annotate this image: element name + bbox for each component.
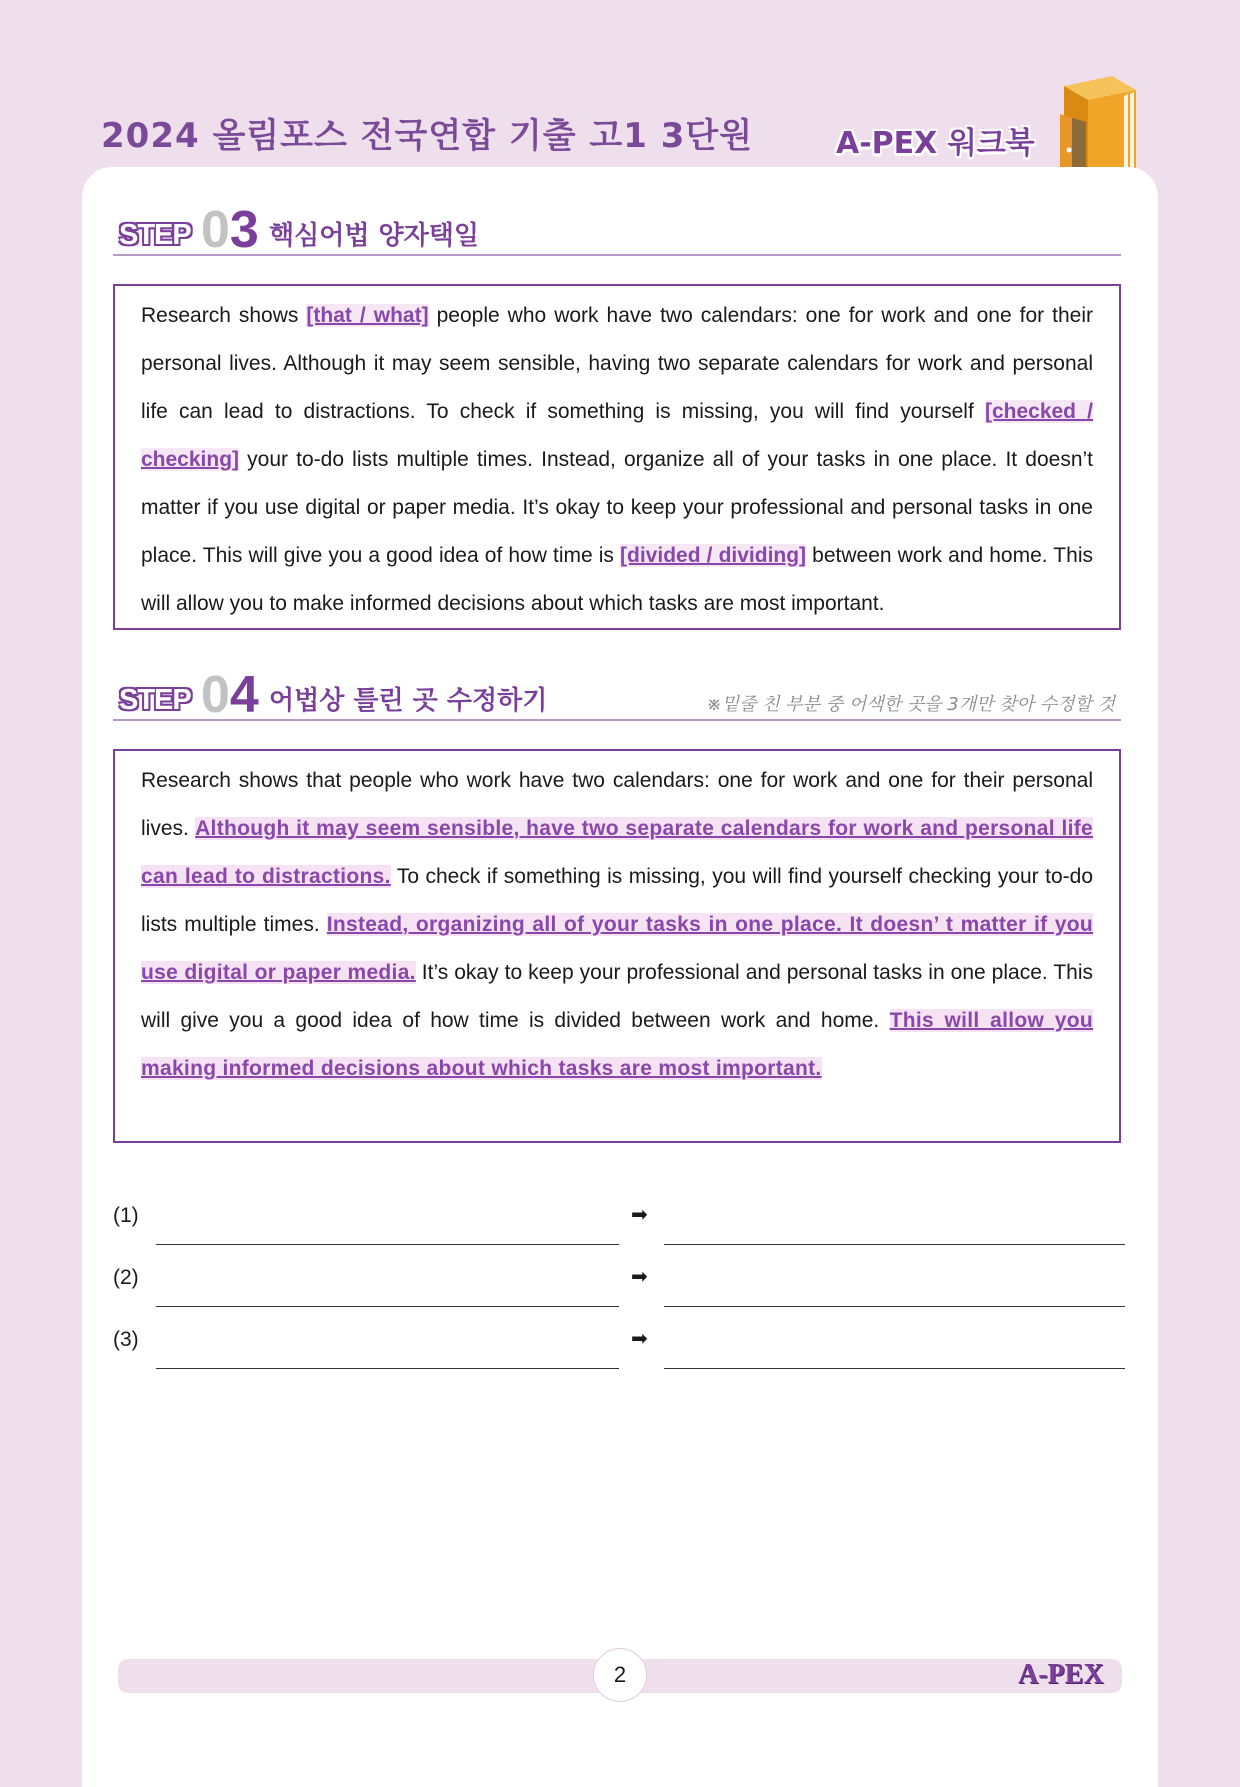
step3-number-second: 3 — [229, 201, 259, 259]
footer-logo: A-PEX — [1018, 1659, 1104, 1690]
passage-text: To check if something is missing, you will find yourself checking your to-do lists multiple times. — [141, 865, 1093, 936]
answer-original-line[interactable] — [156, 1306, 619, 1307]
passage-text: your to-do lists multiple times. Instead, organize all of your tasks in one place. It doesn’t matter if you use digital or paper media. It’s okay to keep your professional and personal tasks in one place. This will give you a good idea of how time is — [141, 448, 1093, 567]
step4-instruction-note: ※밑줄 친 부분 중 어색한 곳을 3개만 찾아 수정할 것 — [706, 694, 1115, 715]
step4-passage-box — [113, 749, 1121, 1143]
step3-step-word: STEP — [119, 219, 191, 251]
step4-number-second: 4 — [229, 666, 259, 724]
answer-correction-line[interactable] — [664, 1306, 1125, 1307]
step4-passage — [141, 757, 1093, 1093]
step3-divider — [113, 254, 1121, 256]
step4-number — [201, 666, 259, 724]
step4-divider — [113, 719, 1121, 721]
answer-row — [113, 1196, 1125, 1258]
answer-label: (3) — [113, 1328, 139, 1351]
grammar-choice: [divided / dividing] — [620, 544, 807, 567]
grammar-choice: [that / what] — [306, 304, 429, 327]
step4-header — [113, 666, 1121, 724]
step4-step-word: STEP — [119, 684, 191, 716]
arrow-right-icon: ➡ — [631, 1266, 648, 1288]
grammar-choice: [checked / checking] — [141, 400, 1094, 471]
step3-title: 핵심어법 양자택일 — [269, 221, 479, 251]
answer-correction-line[interactable] — [664, 1244, 1125, 1245]
answer-label: (2) — [113, 1266, 139, 1289]
answer-label: (1) — [113, 1204, 139, 1227]
step3-passage-box — [113, 284, 1121, 630]
underlined-segment: Although it may seem sensible, have two separate calendars for work and personal life can lead to distractions. — [141, 817, 1093, 888]
answer-row — [113, 1320, 1125, 1382]
step4-number-first: 0 — [201, 666, 230, 724]
step3-number — [201, 201, 259, 259]
answer-row — [113, 1258, 1125, 1320]
answer-area — [113, 1196, 1125, 1382]
step4-title: 어법상 틀린 곳 수정하기 — [269, 686, 548, 716]
passage-text: Research shows — [141, 304, 307, 327]
page-header-title: 2024 올림포스 전국연합 기출 고1 3단원 — [101, 116, 754, 156]
passage-text: between work and home. This will allow you to make informed decisions about which tasks are most important. — [141, 544, 1093, 615]
answer-correction-line[interactable] — [664, 1368, 1125, 1369]
step3-header — [113, 201, 1121, 259]
arrow-right-icon: ➡ — [631, 1204, 648, 1226]
answer-original-line[interactable] — [156, 1244, 619, 1245]
passage-text: Research shows that people who work have two calendars: one for work and one for their personal lives. — [141, 769, 1093, 840]
step3-passage — [141, 292, 1093, 628]
underlined-segment: This will allow you making informed decisions about which tasks are most important. — [141, 1009, 1093, 1080]
underlined-segment: Instead, organizing all of your tasks in one place. It doesn’ t matter if you use digital or paper media. — [141, 913, 1093, 984]
step3-number-first: 0 — [201, 201, 230, 259]
arrow-right-icon: ➡ — [631, 1328, 648, 1350]
passage-text: It’s okay to keep your professional and personal tasks in one place. This will give you a good idea of how time is divided between work and home. — [141, 961, 1093, 1032]
answer-original-line[interactable] — [156, 1368, 619, 1369]
page-number: 2 — [593, 1648, 647, 1702]
brand-label: A-PEX 워크북 — [836, 126, 1035, 161]
passage-text: people who work have two calendars: one for work and one for their personal lives. Although it may seem sensible, having two separate calendars for work and personal life can lead to distractions. To check if something is missing, you will find yourself — [141, 304, 1093, 423]
